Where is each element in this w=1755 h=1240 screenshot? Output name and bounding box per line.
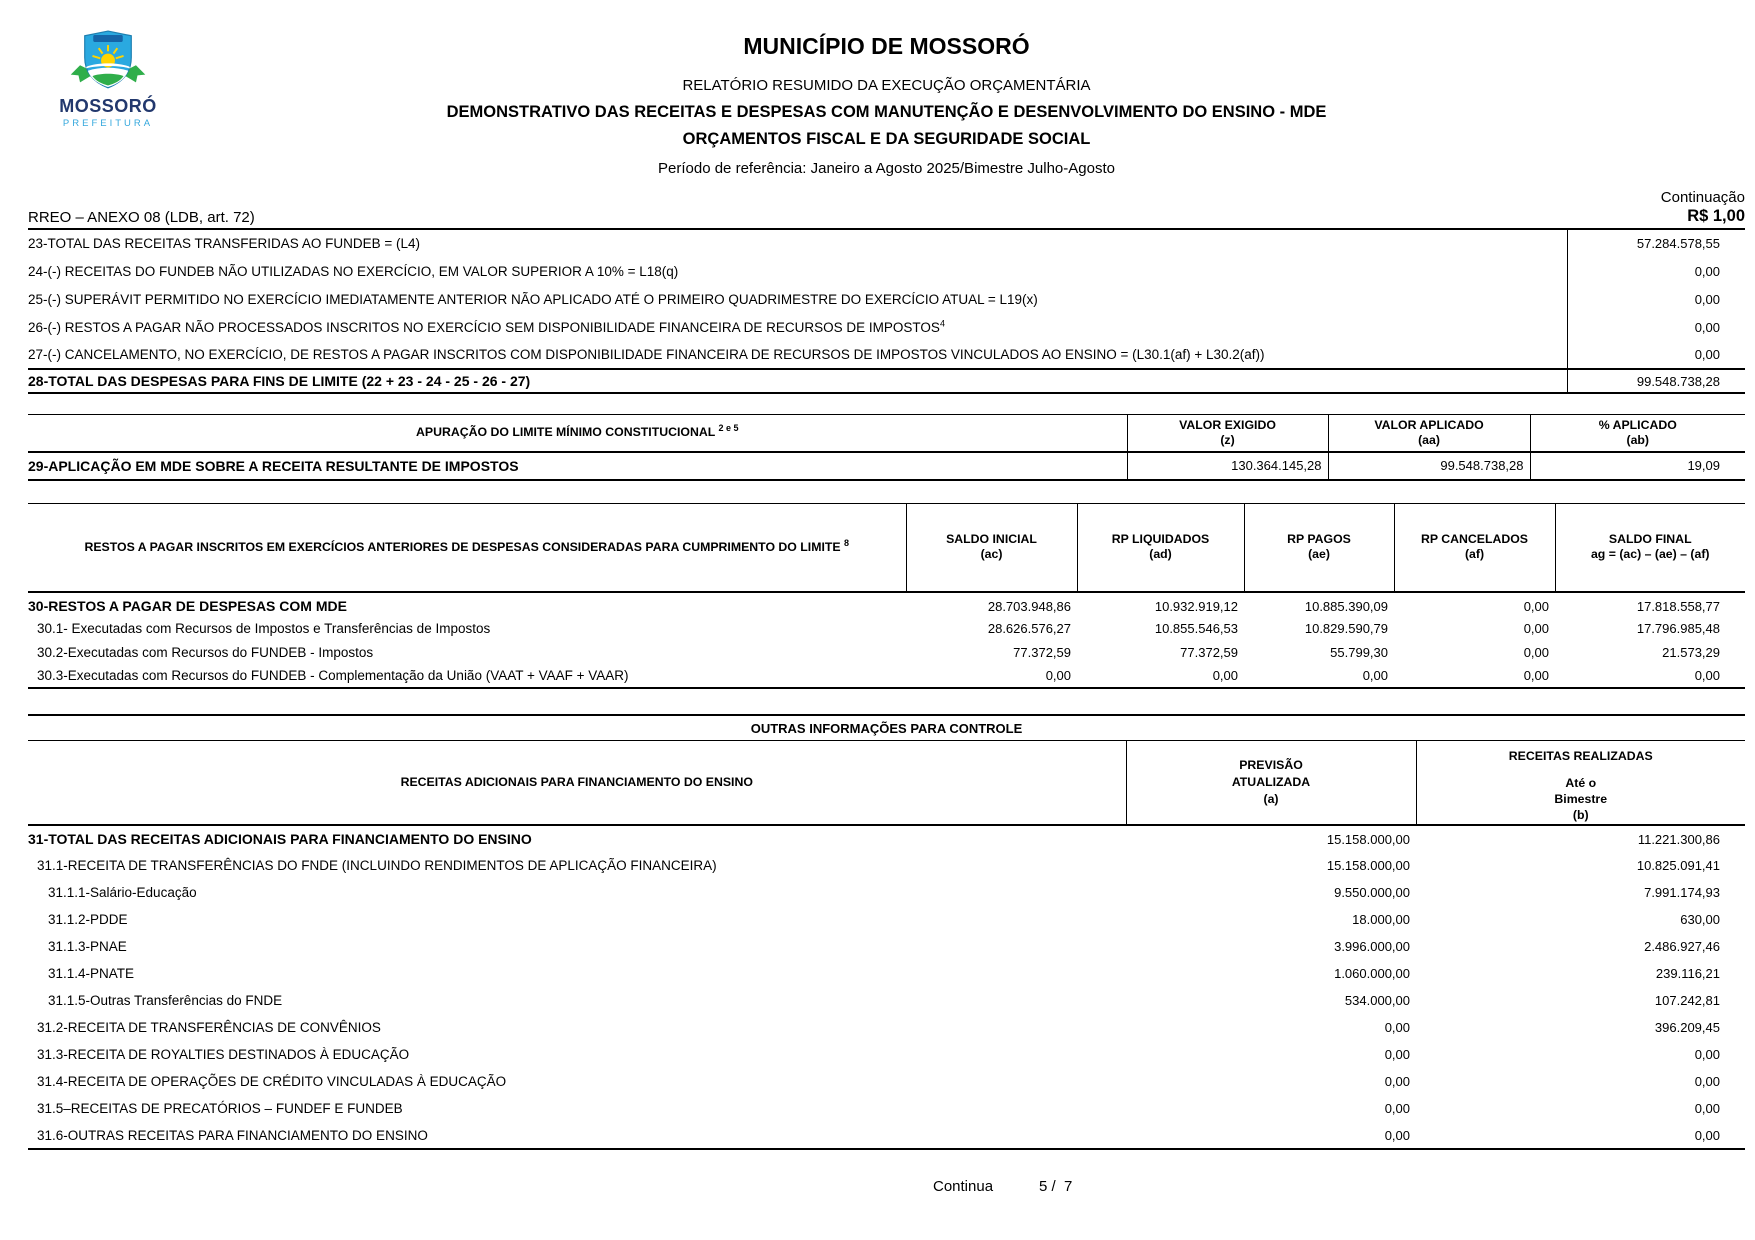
constitutional-limit-table [28,414,1745,481]
table-row [28,452,1745,480]
rp-pagos-cell: 10.829.590,79 [1304,620,1388,636]
realizada-cell: 0,00 [1694,1101,1720,1116]
previsao-cell: 0,00 [1384,1127,1410,1143]
column-header: VALOR APLICADO (aa) [1328,415,1530,452]
valor-exigido-cell: 130.364.145,28 [1127,452,1328,480]
saldo-final-cell: 17.818.558,77 [1636,598,1720,614]
table-row [28,313,1745,341]
rp-cancelados-cell: 0,00 [1523,668,1549,683]
reference-period: Período de referência: Janeiro a Agosto 2025/Bimestre Julho-Agosto [658,160,1115,177]
table-row [28,1068,1745,1095]
footnote-superscript: 4 [939,318,945,328]
row-label: 29-APLICAÇÃO EM MDE SOBRE A RECEITA RESULTANTE DE IMPOSTOS [28,452,1127,480]
previsao-cell: 18.000,00 [1352,912,1410,927]
table-row [28,933,1745,960]
saldo-final-cell: 21.573,29 [1662,644,1720,660]
logo-city-name: MOSSORÓ [59,96,157,116]
table-header-row [28,415,1745,452]
saldo-inicial-cell: 28.626.576,27 [987,620,1071,636]
realizada-cell: 239.116,21 [1655,966,1720,981]
row-label: 25-(-) SUPERÁVIT PERMITIDO NO EXERCÍCIO IMEDIATAMENTE ANTERIOR NÃO APLICADO ATÉ O PRIMEIRO QUADRIMESTRE DO EXERCÍCIO ATUAL = L19(x) [28,291,1038,307]
page-title: MUNICÍPIO DE MOSSORÓ [743,33,1030,59]
rp-pagos-cell: 55.799,30 [1330,644,1388,660]
row-value: 0,00 [1567,257,1745,285]
table-row-total [28,369,1745,393]
city-logo [48,28,168,129]
realizada-cell: 7.991.174,93 [1644,885,1720,900]
city-crest-icon [69,28,147,94]
table-header-row [28,503,1745,592]
row-label: 31.1-RECEITA DE TRANSFERÊNCIAS DO FNDE (INCLUINDO RENDIMENTOS DE APLICAÇÃO FINANCEIRA) [37,858,717,873]
valor-aplicado-cell: 99.548.738,28 [1328,452,1530,480]
rp-pagos-cell: 10.885.390,09 [1304,598,1388,614]
rp-liquidados-cell: 0,00 [1212,668,1238,683]
table-row [28,879,1745,906]
currency-unit: R$ 1,00 [1687,207,1745,225]
annex-label: RREO – ANEXO 08 (LDB, art. 72) [28,209,255,226]
row-label: 31.2-RECEITA DE TRANSFERÊNCIAS DE CONVÊNIOS [37,1020,381,1035]
restos-a-pagar-table [28,503,1745,690]
row-label: 31.1.1-Salário-Educação [48,885,197,900]
footnote-superscript: 8 [844,537,850,548]
row-value: 0,00 [1567,341,1745,369]
table-row [28,960,1745,987]
saldo-inicial-cell: 28.703.948,86 [987,598,1071,614]
row-value: 0,00 [1567,285,1745,313]
previsao-cell: 0,00 [1384,1047,1410,1062]
column-header: VALOR EXIGIDO (z) [1127,415,1328,452]
realizada-cell: 107.242,81 [1654,993,1720,1008]
row-label: 31.1.4-PNATE [48,966,135,981]
realizada-cell: 2.486.927,46 [1644,939,1720,954]
column-header-realizadas: RECEITAS REALIZADAS Até o Bimestre (b) [1416,741,1745,825]
column-header: RP PAGOS (ae) [1244,503,1394,592]
realizada-cell: 10.825.091,41 [1636,858,1720,873]
row-label: 30.3-Executadas com Recursos do FUNDEB - Complementação da União (VAAT + VAAF + VAAR) [37,668,629,683]
previsao-cell: 3.996.000,00 [1334,939,1410,954]
previsao-cell: 534.000,00 [1344,993,1410,1008]
rp-cancelados-cell: 0,00 [1523,644,1549,660]
saldo-final-cell: 0,00 [1694,668,1720,683]
previsao-cell: 0,00 [1384,1020,1410,1035]
page-footer [933,1178,1072,1195]
document-header [28,0,1745,177]
row-label: 24-(-) RECEITAS DO FUNDEB NÃO UTILIZADAS NO EXERCÍCIO, EM VALOR SUPERIOR A 10% = L18(q) [28,263,679,279]
table-row [28,1095,1745,1122]
column-header: % APLICADO (ab) [1530,415,1745,452]
table-header-row [28,741,1745,825]
row-label: 23-TOTAL DAS RECEITAS TRANSFERIDAS AO FUNDEB = (L4) [28,236,420,251]
column-header: SALDO FINAL ag = (ac) – (ae) – (af) [1555,503,1745,592]
table-row [28,825,1745,852]
realizada-cell: 0,00 [1694,1047,1720,1062]
column-header: RP LIQUIDADOS (ad) [1077,503,1244,592]
column-header: RP CANCELADOS (af) [1394,503,1555,592]
column-header-title: APURAÇÃO DO LIMITE MÍNIMO CONSTITUCIONAL $^{2 e 5}$ [28,415,1127,452]
row-label: 26-(-) RESTOS A PAGAR NÃO PROCESSADOS INSCRITOS NO EXERCÍCIO SEM DISPONIBILIDADE FINANCEIRA DE RECURSOS DE IMPOSTOS$^4$ [28,318,945,335]
realizada-cell: 11.221.300,86 [1637,831,1720,847]
pct-aplicado-cell: 19,09 [1530,452,1745,480]
previsao-cell: 9.550.000,00 [1334,885,1410,900]
table-row [28,640,1745,664]
column-header-title: RESTOS A PAGAR INSCRITOS EM EXERCÍCIOS ANTERIORES DE DESPESAS CONSIDERADAS PARA CUMPRIMENTO DO LIMITE $^8$ [28,503,906,592]
logo-subtitle: PREFEITURA [62,118,154,129]
row-label: 31.4-RECEITA DE OPERAÇÕES DE CRÉDITO VINCULADAS À EDUCAÇÃO [37,1074,507,1089]
row-label: 30.1- Executadas com Recursos de Impostos e Transferências de Impostos [37,620,491,636]
table-row [28,616,1745,640]
rp-pagos-cell: 0,00 [1362,668,1388,683]
saldo-inicial-cell: 77.372,59 [1013,644,1071,660]
previsao-cell: 15.158.000,00 [1326,858,1410,873]
row-value: 0,00 [1567,313,1745,341]
budget-scope: ORÇAMENTOS FISCAL E DA SEGURIDADE SOCIAL [682,130,1091,148]
row-label: 28-TOTAL DAS DESPESAS PARA FINS DE LIMITE (22 + 23 - 24 - 25 - 26 - 27) [28,369,1567,393]
row-label: 27-(-) CANCELAMENTO, NO EXERCÍCIO, DE RESTOS A PAGAR INSCRITOS COM DISPONIBILIDADE FINANCEIRA DE RECURSOS DE IMPOSTOS VINCULADOS AO ENSINO = (L30.1(af) + L30.2(af)) [28,347,1265,362]
fundeb-limit-table [28,228,1745,394]
statement-title: DEMONSTRATIVO DAS RECEITAS E DESPESAS COM MANUTENÇÃO E DESENVOLVIMENTO DO ENSINO - MDE [446,103,1327,121]
realizada-cell: 0,00 [1694,1127,1720,1143]
row-value: 57.284.578,55 [1567,229,1745,257]
row-label: 31.5–RECEITAS DE PRECATÓRIOS – FUNDEF E FUNDEB [37,1101,403,1116]
table-row [28,285,1745,313]
row-label: 31.1.3-PNAE [48,939,127,954]
previsao-cell: 15.158.000,00 [1326,831,1410,847]
row-value: 99.548.738,28 [1567,369,1745,393]
previsao-cell: 0,00 [1384,1101,1410,1116]
row-label: 30-RESTOS A PAGAR DE DESPESAS COM MDE [28,598,347,614]
previsao-cell: 0,00 [1384,1074,1410,1089]
row-label: 31.1.2-PDDE [48,912,128,927]
continuation-label: Continuação [1660,189,1745,206]
table-row [28,592,1745,616]
receitas-adicionais-table [28,741,1745,1150]
table-row [28,257,1745,285]
column-header-previsao: PREVISÃO ATUALIZADA (a) [1126,741,1416,825]
table-row [28,1041,1745,1068]
row-label: 31.6-OUTRAS RECEITAS PARA FINANCIAMENTO DO ENSINO [37,1127,428,1143]
table-row [28,229,1745,257]
page-indicator: 5 / 7 [1039,1178,1073,1195]
realizada-cell: 396.209,45 [1654,1020,1720,1035]
rp-cancelados-cell: 0,00 [1523,598,1549,614]
row-label: 30.2-Executadas com Recursos do FUNDEB - Impostos [37,644,374,660]
annex-row [28,207,1745,228]
table-row [28,341,1745,369]
realizada-cell: 0,00 [1694,1074,1720,1089]
row-label: 31-TOTAL DAS RECEITAS ADICIONAIS PARA FINANCIAMENTO DO ENSINO [28,831,532,847]
rp-liquidados-cell: 10.855.546,53 [1154,620,1238,636]
rp-liquidados-cell: 10.932.919,12 [1154,598,1238,614]
table-row [28,987,1745,1014]
table-row [28,1014,1745,1041]
realizada-cell: 630,00 [1680,912,1720,927]
table-row [28,852,1745,879]
row-label: 31.1.5-Outras Transferências do FNDE [48,993,283,1008]
table-row [28,1122,1745,1149]
section-title-outras-informacoes: OUTRAS INFORMAÇÕES PARA CONTROLE [28,714,1745,741]
saldo-inicial-cell: 0,00 [1045,668,1071,683]
table-row [28,664,1745,688]
row-label: 31.3-RECEITA DE ROYALTIES DESTINADOS À EDUCAÇÃO [37,1047,410,1062]
table-row [28,906,1745,933]
rp-liquidados-cell: 77.372,59 [1180,644,1238,660]
column-group-header: RECEITAS REALIZADAS [1508,749,1653,763]
previsao-cell: 1.060.000,00 [1334,966,1410,981]
column-header-title: RECEITAS ADICIONAIS PARA FINANCIAMENTO DO ENSINO [28,741,1126,825]
report-title: RELATÓRIO RESUMIDO DA EXECUÇÃO ORÇAMENTÁRIA [682,77,1091,94]
continua-label: Continua [933,1178,994,1195]
column-header: SALDO INICIAL (ac) [906,503,1077,592]
saldo-final-cell: 17.796.985,48 [1636,620,1720,636]
footnote-superscript: 2 e 5 [718,423,739,434]
rp-cancelados-cell: 0,00 [1523,620,1549,636]
